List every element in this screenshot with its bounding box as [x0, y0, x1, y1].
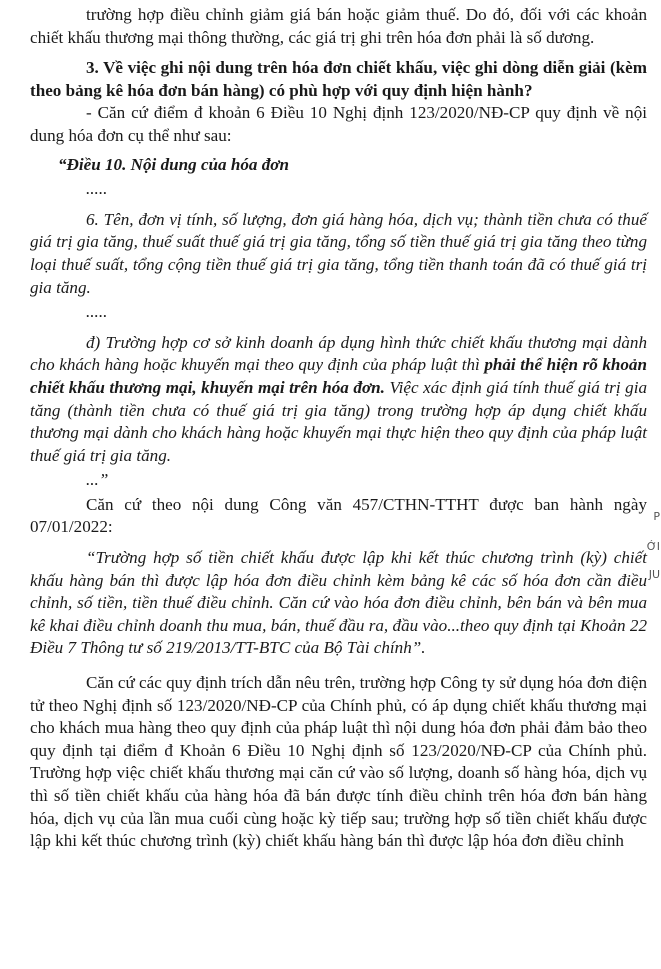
ellipsis-1: ..... — [86, 179, 108, 199]
paragraph-intro: trường hợp điều chỉnh giảm giá bán hoặc giảm thuế. Do đó, đối với các khoản chiết khấu thương mại thông thường, các giá trị ghi trên hóa đơn phải là số dương. — [30, 5, 647, 47]
margin-mark-1: P — [653, 510, 660, 523]
point-d-text-a: đ) Trường hợp cơ sở kinh doanh áp dụng hình thức chiết khấu thương mại dành cho khách hàng hoặc khuyến mại theo quy định của pháp luật thì — [30, 332, 647, 375]
paragraph-quote: “Trường hợp số tiền chiết khấu được lập khi kết thúc chương trình (kỳ) chiết khấu hàng bán thì được lập hóa đơn điều chỉnh kèm bảng kê các số hóa đơn cần điều chỉnh, số tiền, tiền thuế điều chỉnh. Căn cứ vào hóa đơn điều chỉnh, bên bán và bên mua kê khai điều chỉnh doanh thu mua, bán, thuế đầu ra, đầu vào...theo quy định tại Khoản 22 Điều 7 Thông tư số 219/2013/TT-BTC của Bộ Tài chính”. — [30, 548, 647, 658]
point-d-text-bold: phải thể hiện rõ khoản chiết khấu thương mại, khuyến mại trên hóa đơn. — [30, 355, 647, 397]
section-heading-3: 3. Về việc ghi nội dung trên hóa đơn chiết khấu, việc ghi dòng diễn giải (kèm theo bảng kê hóa đơn bán hàng) có phù hợp với quy định hiện hành? — [30, 58, 647, 100]
margin-stamp-marks — [643, 440, 661, 600]
article-title: “Điều 10. Nội dung của hóa đơn — [58, 154, 289, 174]
paragraph-point-d — [30, 332, 647, 468]
paragraph-clause-6: 6. Tên, đơn vị tính, số lượng, đơn giá hàng hóa, dịch vụ; thành tiền chưa có thuế giá trị gia tăng, thuế suất thuế giá trị gia tăng, tổng số tiền thuế giá trị gia tăng theo từng loại thuế suất, tổng cộng tiền thuế giá trị gia tăng, tổng tiền thanh toán đã có thuế giá trị gia tăng. — [30, 209, 647, 297]
paragraph-conclusion: Căn cứ các quy định trích dẫn nêu trên, trường hợp Công ty sử dụng hóa đơn điện tử theo Nghị định số 123/2020/NĐ-CP của Chính phủ, có áp dụng chiết khấu thương mại cho khách mua hàng theo quy định của pháp luật thì nội dung hóa đơn phải đảm bảo theo quy định tại điểm đ Khoản 6 Điều 10 Nghị định số 123/2020/NĐ-CP của Chính phủ. Trường hợp việc chiết khấu thương mại căn cứ vào số lượng, doanh số hàng hóa, dịch vụ thì số tiền chiết khấu của hàng hóa đã bán được tính điều chỉnh trên hóa đơn bán hàng hóa, dịch vụ của lần mua cuối cùng hoặc kỳ tiếp sau; trường hợp số tiền chiết khấu được lập khi kết thúc chương trình (kỳ) chiết khấu hàng bán thì được lập hóa đơn điều chỉnh — [30, 673, 647, 851]
point-d-text-c: Việc xác định giá tính thuế giá trị gia tăng (thành tiền chưa có thuế giá trị gia tăng) trong trường hợp áp dụng chiết khấu thương mại dành cho khách hàng hoặc khuyến mại thực hiện theo quy định của pháp luật thuế giá trị gia tăng. — [30, 377, 647, 465]
paragraph-official-letter: Căn cứ theo nội dung Công văn 457/CTHN-TTHT được ban hành ngày 07/01/2022: — [30, 494, 647, 537]
ellipsis-2: ..... — [86, 302, 108, 322]
margin-mark-3: JU — [648, 568, 660, 581]
ellipsis-3: ...” — [86, 470, 109, 490]
margin-mark-2: ỚI — [646, 540, 660, 553]
paragraph-legal-basis: - Căn cứ điểm đ khoản 6 Điều 10 Nghị định 123/2020/NĐ-CP quy định về nội dung hóa đơn cụ thể như sau: — [30, 103, 647, 145]
